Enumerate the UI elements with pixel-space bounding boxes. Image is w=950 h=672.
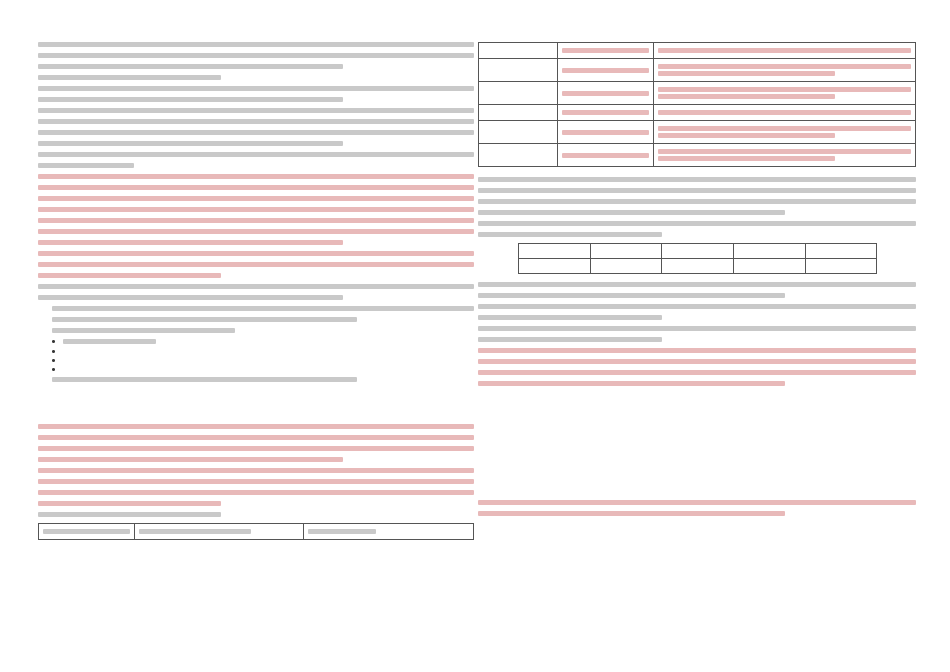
data-table <box>518 243 877 274</box>
left-table <box>38 523 474 540</box>
question-30 <box>478 177 916 237</box>
subquestion <box>52 377 357 382</box>
bullet <box>52 339 474 344</box>
analysis-block <box>38 424 474 462</box>
right-column <box>478 42 916 522</box>
table-caption <box>38 512 221 517</box>
bullet <box>52 350 474 353</box>
left-column <box>38 42 474 540</box>
question-30-parts <box>478 282 916 342</box>
section-ii <box>38 284 474 333</box>
bullet <box>52 368 474 371</box>
intro-paragraph <box>38 42 474 69</box>
answer-block <box>38 468 474 506</box>
question-2 <box>38 108 474 146</box>
question-1 <box>38 75 474 102</box>
answer-block <box>478 500 916 516</box>
question-3 <box>38 152 474 168</box>
answer-block <box>38 251 474 278</box>
analysis-block <box>38 174 474 245</box>
bullet <box>52 359 474 362</box>
analysis-block <box>478 348 916 386</box>
right-table <box>478 42 916 167</box>
